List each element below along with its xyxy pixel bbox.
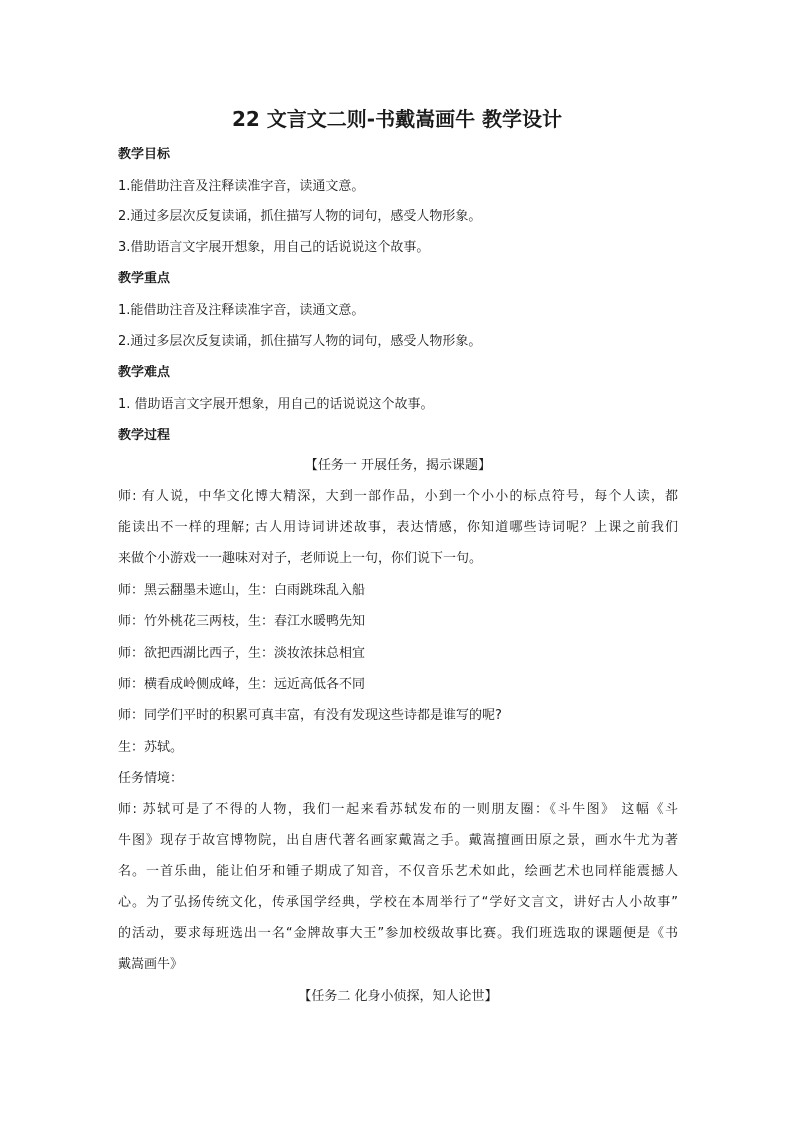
process-heading: 教学过程 xyxy=(118,428,171,443)
task-context-label: 任务情境： xyxy=(118,771,184,786)
goal-item-3: 3.借助语言文字展开想象，用自己的话说说这个故事。 xyxy=(118,240,430,255)
key-point-item-1: 1.能借助注音及注释读准字音，读通文意。 xyxy=(118,303,365,318)
difficult-point-item-1: 1. 借助语言文字展开想象，用自己的话说说这个故事。 xyxy=(118,397,434,412)
task1-title: 【任务一 开展任务，揭示课题】 xyxy=(304,458,492,473)
context-paragraph-line: 心。为了弘扬传统文化，传承国学经典，学校在本周举行了“学好文言文，讲好古人小故事” xyxy=(118,895,678,910)
task2-title: 【任务二 化身小侦探，知人论世】 xyxy=(298,989,498,1004)
context-paragraph-line: 牛图》现存于故宫博物院，出自唐代著名画家戴嵩之手。戴嵩擅画田原之景，画水牛尤为著 xyxy=(118,833,678,848)
key-points-heading: 教学重点 xyxy=(118,271,171,286)
dialogue-line: 师：竹外桃花三两枝，生：春江水暖鸭先知 xyxy=(118,614,366,629)
difficult-points-heading: 教学难点 xyxy=(118,365,171,380)
dialogue-line: 师：横看成岭侧成峰，生：远近高低各不同 xyxy=(118,677,366,692)
dialogue-line: 师：欲把西湖比西子，生：淡妆浓抹总相宜 xyxy=(118,646,366,661)
context-paragraph-line: 的活动，要求每班选出一名“金牌故事大王”参加校级故事比赛。我们班选取的课题便是《书 xyxy=(118,926,678,941)
goal-item-1: 1.能借助注音及注释读准字音，读通文意。 xyxy=(118,179,365,194)
key-point-item-2: 2.通过多层次反复读诵，抓住描写人物的词句，感受人物形象。 xyxy=(118,334,482,349)
dialogue-line: 师：同学们平时的积累可真丰富，有没有发现这些诗都是谁写的呢? xyxy=(118,708,502,723)
task1-paragraph-line: 能读出不一样的理解; 古人用诗词讲述故事，表达情感，你知道哪些诗词呢？上课之前我们 xyxy=(118,520,678,535)
task1-paragraph-line: 来做个小游戏一一趣味对对子，老师说上一句，你们说下一句。 xyxy=(118,551,483,566)
dialogue-line: 生：苏轼。 xyxy=(118,740,184,755)
task1-paragraph-line: 师: 有人说，中华文化博大精深，大到一部作品，小到一个小小的标点符号，每个人读，都 xyxy=(118,489,678,504)
context-paragraph-line: 戴嵩画牛》 xyxy=(118,957,184,972)
document-title: 22 文言文二则-书戴嵩画牛 教学设计 xyxy=(231,107,563,131)
dialogue-line: 师：黑云翻墨未遮山，生：白雨跳珠乱入船 xyxy=(118,583,366,598)
context-paragraph-line: 名。一首乐曲，能让伯牙和锺子期成了知音，不仅音乐艺术如此，绘画艺术也同样能震撼人 xyxy=(118,864,678,879)
context-paragraph-line: 师: 苏轼可是了不得的人物，我们一起来看苏轼发布的一则朋友圈：《斗牛图》 这幅《斗 xyxy=(118,802,678,817)
goal-item-2: 2.通过多层次反复读诵，抓住描写人物的词句，感受人物形象。 xyxy=(118,209,482,224)
goals-heading: 教学目标 xyxy=(118,147,171,162)
